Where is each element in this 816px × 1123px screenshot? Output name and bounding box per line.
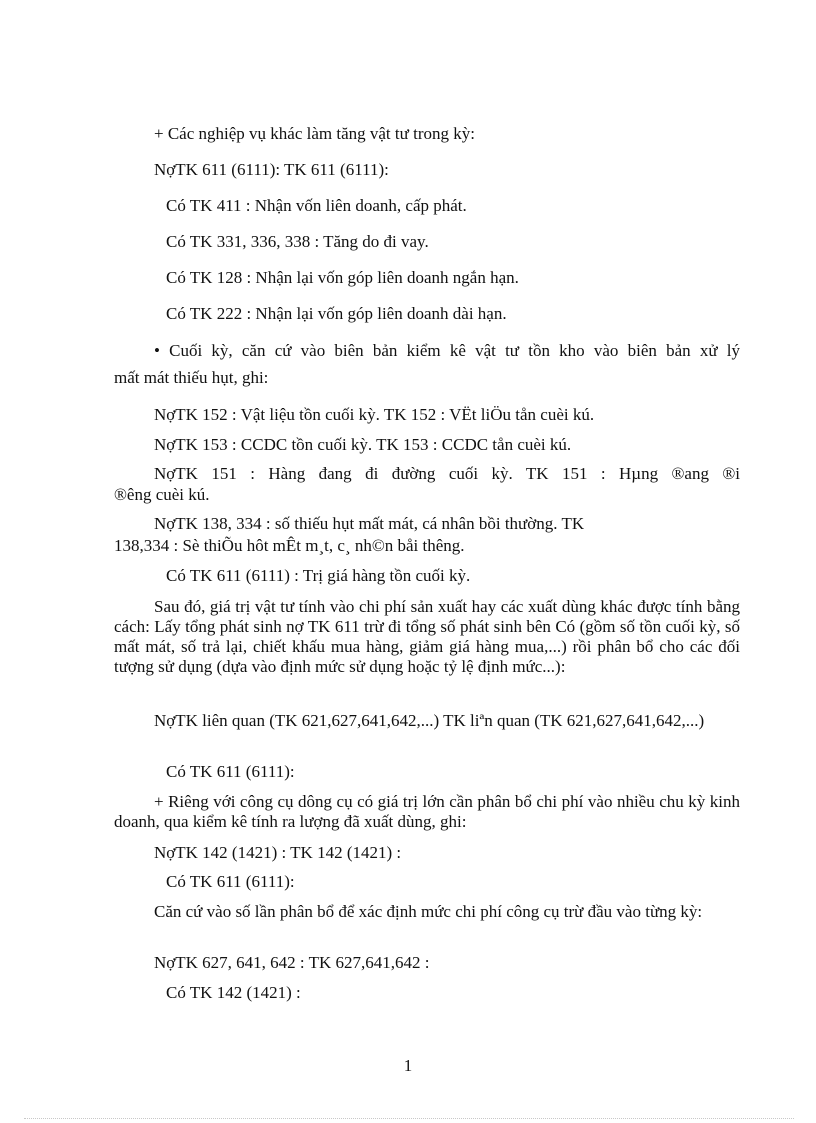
paragraph: Sau đó, giá trị vật tư tính vào chi phí sản xuất hay các xuất dùng khác được tính bằng cách: Lấy tổng phát sinh nợ TK 611 trừ đi tổng số phát sinh bên Có (gồm số tồn cuối kỳ, số mất mát, số trả lại, chiết khấu mua hàng, giảm giá hàng mua,...) rồi phân bổ cho các đối tượng sử dụng (dựa vào định mức sử dụng hoặc tỷ lệ định mức...): — [114, 597, 740, 676]
text-line: Có TK 411 : Nhận vốn liên doanh, cấp phát. — [166, 196, 467, 215]
paragraph: + Riêng với công cụ dông cụ có giá trị lớn cần phân bổ chi phí vào nhiều chu kỳ kinh doanh, qua kiểm kê tính ra lượng đã xuất dùng, ghi: — [114, 792, 740, 831]
paragraph: NợTK liên quan (TK 621,627,641,642,...) TK liªn quan (TK 621,627,641,642,...) — [154, 711, 705, 730]
text-line: 138,334 : Sè thiÕu hôt mÊt m¸t, c¸ nh©n båi thêng. — [114, 536, 465, 555]
text-line: Có TK 611 (6111) : Trị giá hàng tồn cuối kỳ. — [166, 566, 471, 585]
text-line: NợTK 152 : Vật liệu tồn cuối kỳ. TK 152 : VËt liÖu tån cuèi kú. — [154, 405, 595, 424]
text-line: Có TK 222 : Nhận lại vốn góp liên doanh dài hạn. — [166, 304, 507, 323]
text-line: NợTK 611 (6111): TK 611 (6111): — [154, 160, 389, 179]
text-line: NợTK 142 (1421) : TK 142 (1421) : — [154, 843, 402, 862]
text-line: NợTK 627, 641, 642 : TK 627,641,642 : — [154, 953, 430, 972]
text-line: + Các nghiệp vụ khác làm tăng vật tư trong kỳ: — [154, 124, 475, 143]
paragraph: Căn cứ vào số lần phân bổ để xác định mức chi phí công cụ trừ đầu vào từng kỳ: — [154, 902, 703, 921]
text-line: ®êng cuèi kú. — [114, 485, 210, 504]
text-line: Có TK 142 (1421) : — [166, 983, 301, 1002]
text-line: NợTK 153 : CCDC tồn cuối kỳ. TK 153 : CCDC tån cuèi kú. — [154, 435, 572, 454]
text-line: Có TK 128 : Nhận lại vốn góp liên doanh ngắn hạn. — [166, 268, 519, 287]
text-line: Có TK 611 (6111): — [166, 872, 295, 891]
page-bottom-divider — [24, 1118, 794, 1119]
text-line: Có TK 331, 336, 338 : Tăng do đi vay. — [166, 232, 429, 251]
text-line: • Cuối kỳ, căn cứ vào biên bản kiểm kê vật tư tồn kho vào biên bản xử lý — [154, 341, 740, 360]
text-line: NợTK 138, 334 : số thiếu hụt mất mát, cá nhân bồi thường. TK — [154, 514, 585, 533]
text-line: Có TK 611 (6111): — [166, 762, 295, 781]
text-line: mất mát thiếu hụt, ghi: — [114, 368, 269, 387]
text-line: NợTK 151 : Hàng đang đi đường cuối kỳ. TK 151 : Hµng ®ang ®i — [154, 464, 740, 483]
page-number: 1 — [403, 1056, 413, 1075]
